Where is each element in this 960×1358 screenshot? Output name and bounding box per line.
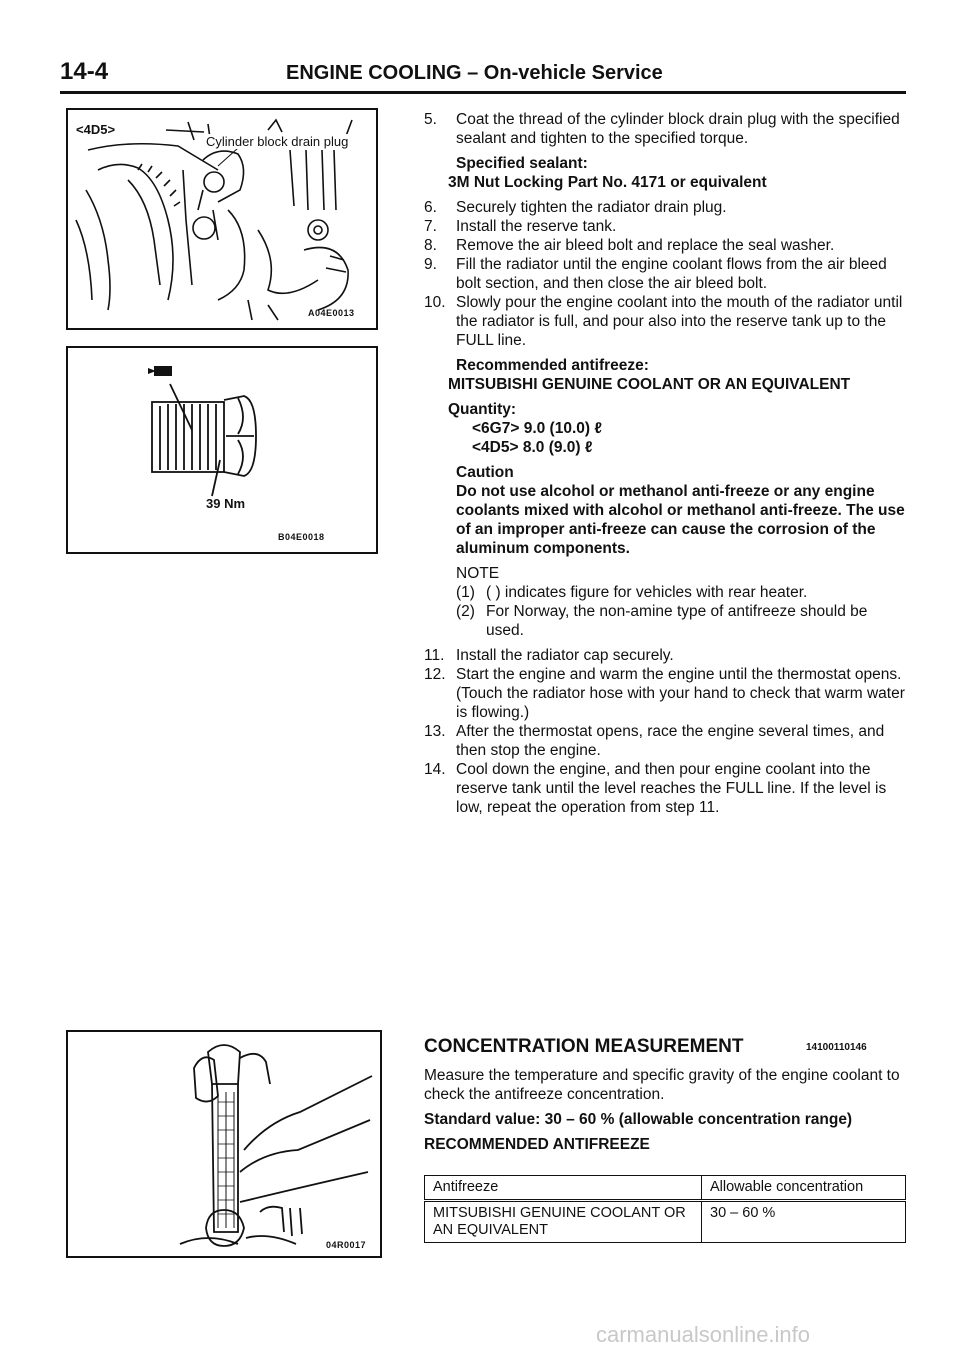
step-number: 6. bbox=[424, 199, 437, 216]
list-item bbox=[424, 722, 908, 760]
step-number: 14. bbox=[424, 761, 446, 778]
note-marker: (1) bbox=[456, 584, 475, 601]
sealant-value: 3M Nut Locking Part No. 4171 or equivalent bbox=[448, 174, 767, 191]
table-row bbox=[425, 1201, 906, 1243]
figure-code: 04R0017 bbox=[326, 1240, 367, 1250]
list-item bbox=[424, 665, 908, 722]
page-header bbox=[60, 58, 906, 92]
caution-text: Do not use alcohol or methanol anti-freeze or any engine coolants mixed with alcohol or methanol anti-freeze. The use of an improper anti-freeze can cause the corrosion of the aluminum components. bbox=[456, 483, 905, 557]
figure-drain-plug bbox=[66, 346, 378, 554]
step-text: Coat the thread of the cylinder block drain plug with the specified sealant and tighten to the specified torque. bbox=[456, 111, 900, 147]
table-header-row bbox=[425, 1176, 906, 1201]
section-body bbox=[424, 1066, 908, 1154]
step-text: Install the radiator cap securely. bbox=[456, 647, 674, 664]
note-marker: (2) bbox=[456, 603, 475, 620]
step-number: 12. bbox=[424, 666, 446, 683]
step-text: Securely tighten the radiator drain plug. bbox=[456, 199, 727, 216]
list-item bbox=[424, 293, 908, 350]
recommended-heading: RECOMMENDED ANTIFREEZE bbox=[424, 1136, 650, 1153]
step-number: 5. bbox=[424, 111, 437, 128]
section-title: CONCENTRATION MEASUREMENT bbox=[424, 1036, 744, 1057]
step-text: Start the engine and warm the engine until the thermostat opens. (Touch the radiator hose with your hand to check that warm water is flowing.) bbox=[456, 666, 905, 721]
figure-cylinder-block bbox=[66, 108, 378, 330]
note-item bbox=[456, 602, 908, 640]
page-number: 14-4 bbox=[60, 58, 109, 85]
list-item bbox=[424, 198, 908, 217]
step-number: 11. bbox=[424, 647, 445, 664]
section-code: 14100110146 bbox=[806, 1042, 867, 1053]
step-number: 13. bbox=[424, 723, 446, 740]
quantity-4d5: <4D5> 8.0 (9.0) ℓ bbox=[472, 439, 593, 456]
antifreeze-table bbox=[424, 1175, 906, 1243]
step-text: Remove the air bleed bolt and replace the seal washer. bbox=[456, 237, 835, 254]
antifreeze-label: Recommended antifreeze: bbox=[456, 357, 649, 374]
step-text: Fill the radiator until the engine coolant flows from the air bleed bolt section, and then close the air bleed bolt. bbox=[456, 256, 887, 292]
antifreeze-value: MITSUBISHI GENUINE COOLANT OR AN EQUIVALENT bbox=[448, 376, 851, 393]
step-text: After the thermostat opens, race the engine several times, and then stop the engine. bbox=[456, 723, 885, 759]
quantity-label: Quantity: bbox=[448, 401, 517, 418]
column-header: Allowable concentration bbox=[702, 1176, 906, 1201]
watermark: carmanualsonline.info bbox=[596, 1322, 811, 1347]
torque-label: 39 Nm bbox=[206, 496, 246, 511]
list-item bbox=[424, 110, 908, 148]
standard-value: Standard value: 30 – 60 % (allowable concentration range) bbox=[424, 1111, 853, 1128]
column-header: Antifreeze bbox=[425, 1176, 702, 1201]
sealant-label: Specified sealant: bbox=[456, 155, 588, 172]
table-cell: MITSUBISHI GENUINE COOLANT OR AN EQUIVALENT bbox=[425, 1201, 702, 1243]
drain-plug-illustration bbox=[68, 348, 376, 552]
figure-code: B04E0018 bbox=[278, 532, 325, 542]
list-item bbox=[424, 236, 908, 255]
list-item bbox=[424, 217, 908, 236]
section-description: Measure the temperature and specific gravity of the engine coolant to check the antifreeze concentration. bbox=[424, 1067, 900, 1103]
note-label: NOTE bbox=[456, 565, 500, 582]
step-number: 10. bbox=[424, 294, 446, 311]
step-text: Cool down the engine, and then pour engine coolant into the reserve tank until the level reaches the FULL line. If the level is low, repeat the operation from step 11. bbox=[456, 761, 887, 816]
hydrometer-illustration bbox=[68, 1032, 380, 1256]
chapter-title: ENGINE COOLING – On-vehicle Service bbox=[286, 62, 663, 84]
note-text: ( ) indicates figure for vehicles with rear heater. bbox=[486, 584, 808, 601]
engine-code-label: <4D5> bbox=[76, 122, 116, 137]
step-number: 7. bbox=[424, 218, 437, 235]
table-cell: 30 – 60 % bbox=[702, 1201, 906, 1243]
step-number: 8. bbox=[424, 237, 437, 254]
step-text: Install the reserve tank. bbox=[456, 218, 617, 235]
list-item bbox=[424, 760, 908, 817]
figure-code: A04E0013 bbox=[308, 308, 355, 318]
callout-label: Cylinder block drain plug bbox=[206, 134, 349, 149]
step-number: 9. bbox=[424, 256, 437, 273]
header-rule bbox=[60, 91, 906, 94]
procedure-steps bbox=[424, 110, 908, 817]
note-text: For Norway, the non-amine type of antifreeze should be used. bbox=[486, 603, 868, 639]
list-item bbox=[424, 255, 908, 293]
caution-label: Caution bbox=[456, 464, 514, 481]
step-text: Slowly pour the engine coolant into the mouth of the radiator until the radiator is full, and pour also into the reserve tank up to the FULL line. bbox=[456, 294, 903, 349]
list-item bbox=[424, 646, 908, 665]
figure-hydrometer bbox=[66, 1030, 382, 1258]
quantity-6g7: <6G7> 9.0 (10.0) ℓ bbox=[472, 420, 602, 437]
note-item bbox=[456, 583, 908, 602]
